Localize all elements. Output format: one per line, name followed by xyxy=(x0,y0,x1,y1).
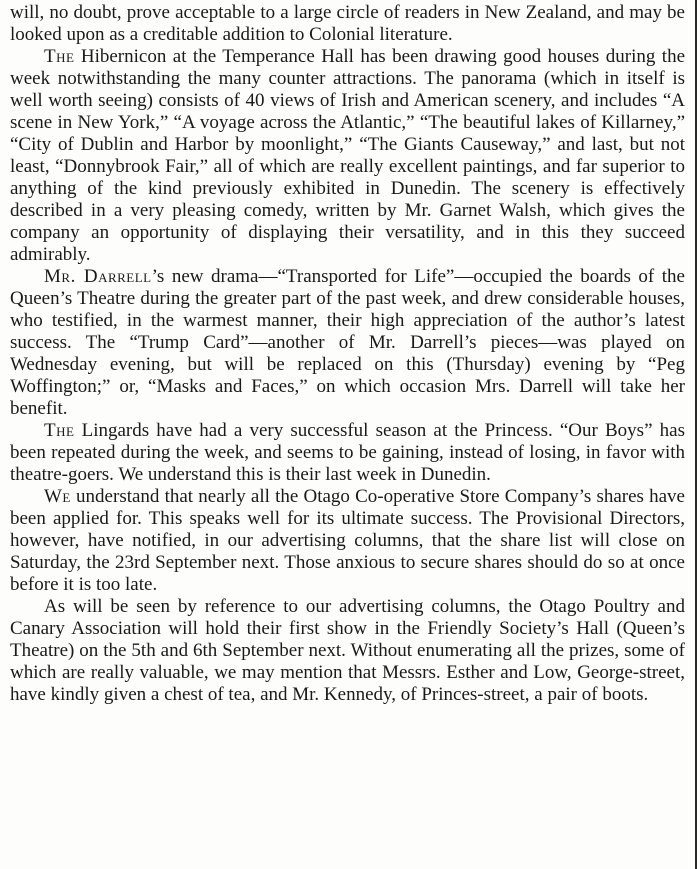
paragraph-text: ’s new drama—“Transported for Life”—occupied the boards of the Queen’s Theatre during the greater part of the past week, and drew considerable houses, who testified, in the warmest manner, their high appreciation of the author’s latest success. The “Trump Card”—another of Mr. Darrell’s pieces—was played on Wednesday evening, but will be replaced on this (Thursday) evening by “Peg Woffington;” or, “Masks and Faces,” on which occasion Mrs. Darrell will take her benefit. xyxy=(10,266,685,419)
paragraph-hibernicon xyxy=(10,46,685,266)
paragraph-lead: We xyxy=(44,486,71,507)
paragraph-book-review-continuation xyxy=(10,2,685,46)
paragraph-darrell-drama xyxy=(10,266,685,420)
paragraph-lead: The xyxy=(44,420,75,441)
paragraph-text: As will be seen by reference to our advertising columns, the Otago Poultry and Canary Association will hold their first show in the Friendly Society’s Hall (Queen’s Theatre) on the 5th and 6th September next. Without enumerating all the prizes, some of which are really valuable, we may mention that Messrs. Esther and Low, George-street, have kindly given a chest of tea, and Mr. Kennedy, of Princes-street, a pair of boots. xyxy=(10,596,685,705)
article-column xyxy=(10,2,685,706)
paragraph-lead: Mr. Darrell xyxy=(44,266,152,287)
paragraph-cooperative-store xyxy=(10,486,685,596)
paragraph-poultry-show xyxy=(10,596,685,706)
paragraph-text: Hibernicon at the Temperance Hall has been drawing good houses during the week notwithstanding the many counter attractions. The panorama (which in itself is well worth seeing) consists of 40 views of Irish and American scenery, and includes “A scene in New York,” “A voyage across the Atlantic,” “The beautiful lakes of Killarney,” “City of Dublin and Harbor by moonlight,” “The Giants Causeway,” and last, but not least, “Donnybrook Fair,” all of which are really excellent paintings, and far superior to anything of the kind previously exhibited in Dunedin. The scenery is effectively described in a very pleasing comedy, written by Mr. Garnet Walsh, which gives the company an opportunity of displaying their versatility, and in this they succeed admirably. xyxy=(10,46,685,265)
paragraph-text: understand that nearly all the Otago Co-operative Store Company’s shares have been applied for. This speaks well for its ultimate success. The Provisional Directors, however, have notified, in our advertising columns, that the share list will close on Saturday, the 23rd September next. Those anxious to secure shares should do so at once before it is too late. xyxy=(10,486,685,595)
paragraph-lingards xyxy=(10,420,685,486)
paragraph-text: Lingards have had a very successful season at the Princess. “Our Boys” has been repeated during the week, and seems to be gaining, instead of losing, in favor with theatre-goers. We understand this is their last week in Dunedin. xyxy=(10,420,685,485)
paragraph-lead: The xyxy=(44,46,75,67)
paragraph-text: will, no doubt, prove acceptable to a large circle of readers in New Zealand, and may be looked upon as a creditable addition to Colonial literature. xyxy=(10,2,685,45)
column-rule xyxy=(695,0,697,869)
